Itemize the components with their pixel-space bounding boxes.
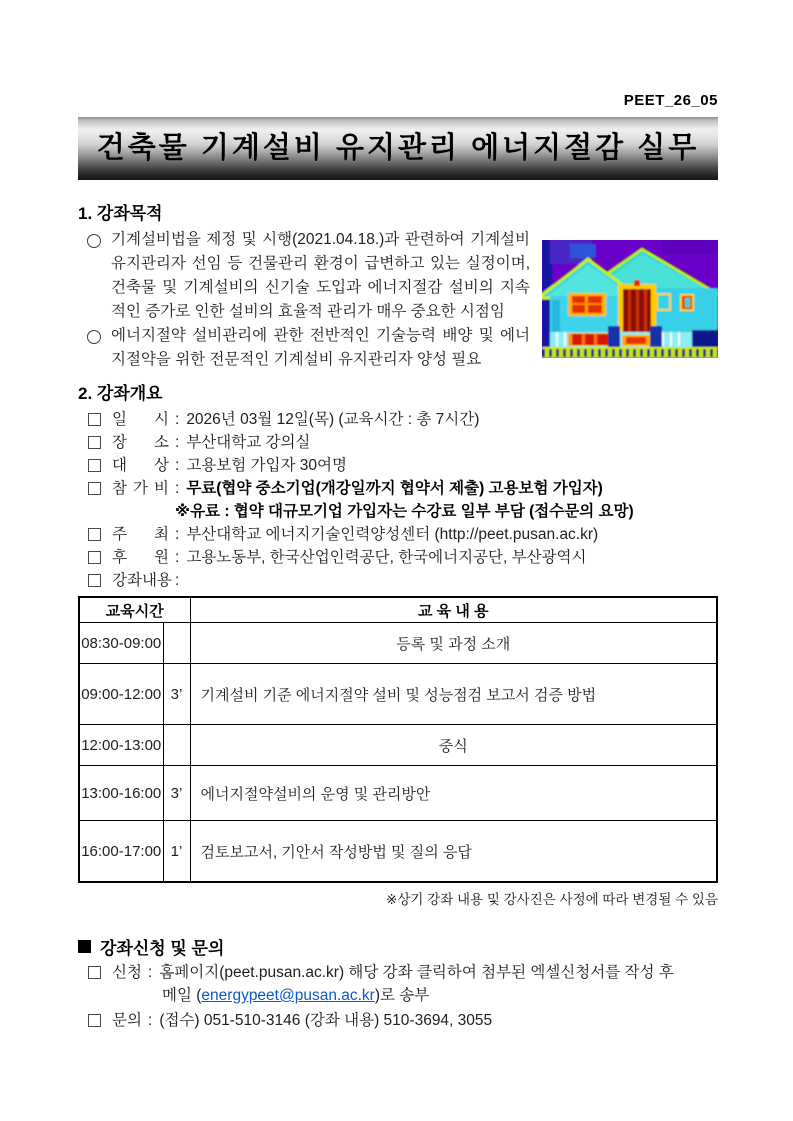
table-row (79, 821, 717, 883)
table-row (79, 766, 717, 821)
square-bullet-icon (88, 528, 101, 541)
apply-text: 홈페이지(peet.pusan.ac.kr) 해당 강좌 클릭하여 첨부된 엑셀신청서를 작성 후 (159, 964, 674, 981)
email-link[interactable]: energypeet@pusan.ac.kr (201, 987, 375, 1004)
table-footnote: ※상기 강좌 내용 및 강사진은 사정에 따라 변경될 수 있음 (386, 892, 718, 907)
circle-bullet-icon (87, 330, 101, 344)
section1-body (78, 228, 718, 372)
section2-heading: 2. 강좌개요 (78, 384, 163, 403)
purpose-bullet-2 (78, 324, 530, 372)
square-bullet-icon (88, 1014, 101, 1027)
overview-item-date: 일 시 : 2026년 03월 12일(목) (교육시간 : 총 7시간) (78, 408, 718, 431)
duration-cell: 1’ (163, 821, 190, 883)
overview-item-target: 대 상 : 고용보험 가입자 30여명 (78, 454, 718, 477)
duration-cell (163, 623, 190, 664)
time-cell: 16:00-17:00 (79, 821, 163, 883)
document-page (78, 0, 718, 1032)
page-title: 건축물 기계설비 유지관리 에너지절감 실무 (96, 132, 700, 164)
content-cell: 에너지절약설비의 운영 및 관리방안 (190, 766, 717, 821)
col-header-time: 교육시간 (79, 597, 190, 623)
time-cell: 08:30-09:00 (79, 623, 163, 664)
schedule-table (78, 596, 718, 883)
time-cell: 13:00-16:00 (79, 766, 163, 821)
square-bullet-icon (88, 482, 101, 495)
duration-cell (163, 725, 190, 766)
table-row (79, 623, 717, 664)
thermal-house-image (542, 240, 718, 358)
col-header-content: 교 육 내 용 (190, 597, 717, 623)
content-cell: 중식 (190, 725, 717, 766)
content-cell: 기계설비 기준 에너지절약 설비 및 성능점검 보고서 검증 방법 (190, 664, 717, 725)
overview-item-place: 장 소 : 부산대학교 강의실 (78, 431, 718, 454)
overview-item-contents: 강좌내용 : (78, 569, 718, 592)
fee-note: ※유료 : 협약 대규모기업 가입자는 수강료 일부 부담 (접수문의 요망) (175, 503, 634, 520)
title-banner (78, 117, 718, 180)
time-cell: 12:00-13:00 (79, 725, 163, 766)
section2-list (78, 408, 718, 592)
purpose-paragraph-2: 에너지절약 설비관리에 관한 전반적인 기술능력 배양 및 에너지절약을 위한 전문적인 기계설비 유지관리자 양성 필요 (111, 327, 530, 368)
contact-heading-label: 강좌신청 및 문의 (100, 939, 225, 958)
table-row (79, 664, 717, 725)
square-bullet-icon (88, 551, 101, 564)
content-cell: 검토보고서, 기안서 작성방법 및 질의 응답 (190, 821, 717, 883)
square-bullet-icon (88, 413, 101, 426)
time-cell: 09:00-12:00 (79, 664, 163, 725)
apply-email-line: 메일 (energypeet@pusan.ac.kr)로 송부 (162, 987, 430, 1004)
section1-text (78, 228, 530, 372)
overview-item-sponsor: 후 원 : 고용노동부, 한국산업인력공단, 한국에너지공단, 부산광역시 (78, 546, 718, 569)
duration-cell: 3’ (163, 664, 190, 725)
square-bullet-icon (88, 966, 101, 979)
filled-square-icon (78, 940, 91, 953)
square-bullet-icon (88, 574, 101, 587)
circle-bullet-icon (87, 234, 101, 248)
duration-cell: 3’ (163, 766, 190, 821)
purpose-paragraph-1: 기계설비법을 제정 및 시행(2021.04.18.)과 관련하여 기계설비유지관리자 선임 등 건물관리 환경이 급변하고 있는 실정이며, 건축물 및 기계설비의 신기술 도입과 에너지절감 설비의 지속적인 증가로 인한 설비의 효율적 관리가 매우 중요한 시점임 (111, 231, 530, 320)
overview-item-host: 주 최 : 부산대학교 에너지기술인력양성센터 (http://peet.pusan.ac.kr) (78, 523, 718, 546)
doc-code: PEET_26_05 (623, 92, 718, 109)
overview-item-fee: 참 가 비 : 무료(협약 중소기업(개강일까지 협약서 제출) 고용보험 가입자) (78, 477, 718, 500)
square-bullet-icon (88, 436, 101, 449)
inquiry-line: 문의 : (접수) 051-510-3146 (강좌 내용) 510-3694, 3055 (78, 1009, 718, 1032)
square-bullet-icon (88, 459, 101, 472)
schedule-header-row (79, 597, 717, 623)
section1-heading: 1. 강좌목적 (78, 204, 163, 223)
contact-heading (78, 934, 718, 959)
purpose-bullet-1 (78, 228, 530, 324)
content-cell: 등록 및 과정 소개 (190, 623, 717, 664)
table-row (79, 725, 717, 766)
inquiry-text: (접수) 051-510-3146 (강좌 내용) 510-3694, 3055 (159, 1012, 493, 1029)
apply-line: 신청 : 홈페이지(peet.pusan.ac.kr) 해당 강좌 클릭하여 첨부된 엑셀신청서를 작성 후 (78, 961, 718, 984)
